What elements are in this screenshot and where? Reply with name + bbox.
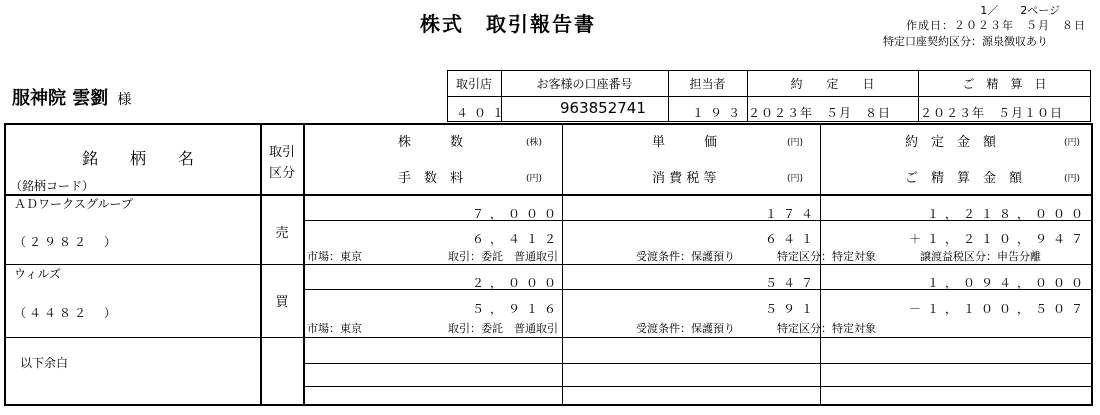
header-settle: ご 精 算 金 額 — [905, 171, 1023, 186]
fee-value: ６，４１２ — [471, 232, 562, 246]
stock-code: （４４８２ ） — [14, 306, 120, 320]
header-shares-unit: (株) — [526, 138, 543, 148]
delivery-info: 受渡条件：保護預り — [636, 322, 735, 335]
tax-value: ５９１ — [764, 302, 819, 316]
header-amount-unit: (円) — [1064, 138, 1081, 148]
price-value: ５４７ — [764, 276, 819, 290]
header-price: 単 価 — [652, 135, 718, 150]
customer-honorific: 様 — [117, 92, 132, 108]
tokutei-info: 特定区分：特定対象 — [777, 322, 876, 335]
info-staff-value: １９３ — [692, 106, 747, 120]
info-header-staff: 担当者 — [689, 77, 726, 91]
header-code: （銘柄コード） — [10, 179, 95, 193]
trade-kubun: 買 — [275, 295, 289, 310]
info-header-account: お客様の口座番号 — [536, 77, 633, 91]
header-kubun-1: 取引 — [268, 145, 295, 160]
info-header-trade-date: 約 定 日 — [790, 77, 875, 91]
amount-value: １，２１８，０００ — [926, 207, 1089, 221]
header-price-unit: (円) — [787, 138, 804, 148]
market-info: 市場：東京 — [307, 250, 362, 263]
info-header-settle-date: ご 精 算 日 — [962, 77, 1047, 91]
tax-value: ６４１ — [764, 232, 819, 246]
settle-value: －１，１００，５０７ — [908, 302, 1089, 316]
created-date: 作成日：２０２３年 ５月 ８日 — [906, 19, 1086, 32]
account-type: 特定口座契約区分：源泉徴収あり — [883, 35, 1048, 48]
report-title: 株式 取引報告書 — [420, 12, 596, 36]
footer-note: 以下余白 — [20, 356, 69, 370]
header-settle-unit: (円) — [1064, 174, 1081, 184]
market-info: 市場：東京 — [307, 322, 362, 335]
info-branch-value: ４０１ — [456, 106, 511, 120]
tokutei-info: 特定区分：特定対象 — [777, 250, 876, 263]
header-kubun-2: 区分 — [268, 166, 295, 181]
header-shares: 株 数 — [398, 135, 464, 150]
page-indicator: 1／ 2ページ — [980, 4, 1060, 17]
shares-value: ２，０００ — [471, 276, 562, 290]
trade-info: 取引：委託 普通取引 — [448, 250, 558, 263]
fee-value: ５，９１６ — [471, 302, 562, 316]
price-value: １７４ — [764, 207, 819, 221]
settle-value: ＋１，２１０，９４７ — [908, 232, 1089, 246]
customer-name-text: 服神院 雲劉 — [12, 88, 109, 109]
stock-code: （２９８２ ） — [14, 235, 120, 249]
info-header-branch: 取引店 — [455, 77, 492, 91]
info-trade-date-value: ２０２３年 ５月 ８日 — [748, 106, 892, 120]
amount-value: １，０９４，０００ — [926, 276, 1089, 290]
header-tax: 消 費 税 等 — [652, 171, 717, 186]
trade-kubun: 売 — [275, 226, 289, 241]
header-tax-unit: (円) — [787, 174, 804, 184]
info-account-value: 963852741 — [560, 99, 646, 117]
header-fee: 手 数 料 — [398, 171, 464, 186]
header-name: 銘 柄 名 — [82, 149, 195, 168]
customer-name — [12, 84, 131, 110]
delivery-info: 受渡条件：保護預り — [636, 250, 735, 263]
header-fee-unit: (円) — [526, 174, 543, 184]
info-settle-date-value: ２０２３年 ５月１０日 — [920, 106, 1064, 120]
tax-kubun-info: 譲渡益税区分：申告分離 — [920, 250, 1041, 263]
header-amount: 約 定 金 額 — [905, 135, 997, 150]
trade-info: 取引：委託 普通取引 — [448, 322, 558, 335]
shares-value: ７，０００ — [471, 207, 562, 221]
stock-name: ＡＤワークスグループ — [14, 197, 133, 211]
stock-name: ウィルズ — [14, 267, 61, 281]
